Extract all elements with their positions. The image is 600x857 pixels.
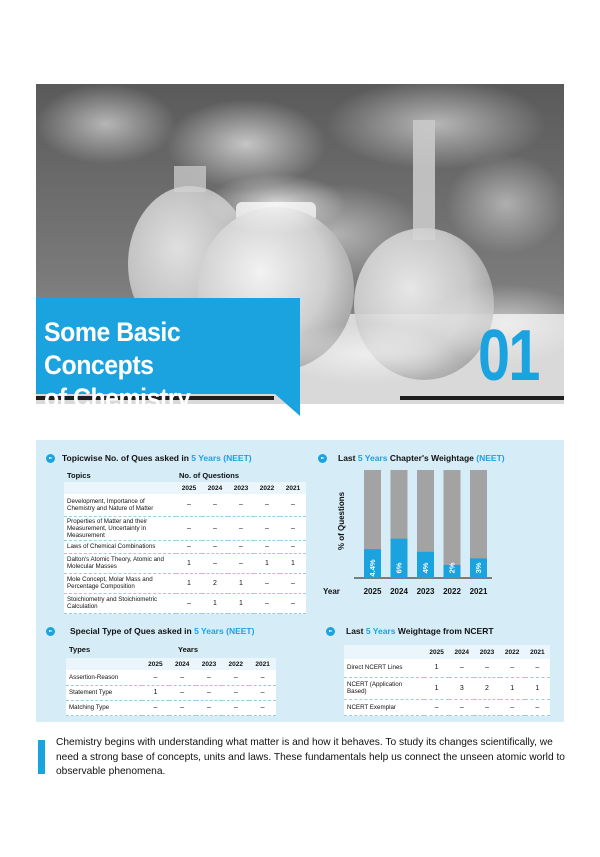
- col-types-header: Types: [66, 640, 142, 658]
- topicwise-table: [64, 468, 306, 614]
- weightage-heading: [338, 453, 505, 463]
- weightage-heading-exam: (NEET): [476, 453, 505, 463]
- ncert-type-label: Direct NCERT Lines: [344, 659, 424, 677]
- empty-cell: [64, 482, 176, 494]
- value-cell: 1: [202, 593, 228, 613]
- bar-value-label: 4.4%: [368, 559, 377, 577]
- value-cell: 1: [280, 553, 306, 573]
- special-heading-years: 5 Years: [194, 626, 224, 636]
- value-cell: –: [424, 699, 449, 715]
- topic-label: Development, Importance of Chemistry and Nature of Matter: [64, 494, 176, 516]
- empty-cell: [66, 658, 142, 670]
- table-row: [64, 516, 306, 540]
- value-cell: –: [500, 659, 525, 677]
- bar-remaining: [444, 470, 461, 578]
- table-years-row: [66, 658, 276, 670]
- type-label: Matching Type: [66, 700, 142, 715]
- ncert-heading-pre: Last: [346, 626, 366, 636]
- value-cell: –: [249, 700, 276, 715]
- value-cell: –: [500, 699, 525, 715]
- value-cell: 2: [202, 573, 228, 593]
- weightage-heading-post: Chapter's Weightage: [387, 453, 477, 463]
- topic-label: Dalton's Atomic Theory, Atomic and Molecular Masses: [64, 553, 176, 573]
- value-cell: –: [142, 700, 169, 715]
- value-cell: –: [176, 593, 202, 613]
- value-cell: 1: [176, 573, 202, 593]
- table-row: [344, 659, 550, 677]
- topic-label: Mole Concept, Molar Mass and Percentage Composition: [64, 573, 176, 593]
- arrow-bullet-icon: [318, 454, 327, 463]
- value-cell: –: [142, 670, 169, 685]
- topic-label: Laws of Chemical Combinations: [64, 540, 176, 553]
- year-header: 2023: [474, 645, 499, 659]
- empty-cell: [344, 645, 424, 659]
- topic-label: Stoichiometry and Stoichiometric Calculation: [64, 593, 176, 613]
- value-cell: –: [176, 494, 202, 516]
- value-cell: –: [525, 659, 550, 677]
- topicwise-heading-exam: (NEET): [223, 453, 252, 463]
- value-cell: –: [228, 540, 254, 553]
- value-cell: 2: [474, 677, 499, 699]
- value-cell: –: [196, 670, 223, 685]
- value-cell: –: [196, 700, 223, 715]
- value-cell: –: [474, 659, 499, 677]
- bar-value-label: 3%: [474, 562, 483, 574]
- value-cell: –: [202, 494, 228, 516]
- x-tick-label: 2023: [416, 587, 435, 596]
- value-cell: 1: [525, 677, 550, 699]
- value-cell: –: [169, 700, 196, 715]
- chapter-number-underline: [400, 396, 564, 400]
- year-header: 2024: [449, 645, 474, 659]
- value-cell: 1: [176, 553, 202, 573]
- value-cell: –: [228, 553, 254, 573]
- value-cell: –: [280, 593, 306, 613]
- title-banner-tail: [275, 394, 300, 416]
- chapter-intro-text: Chemistry begins with understanding what matter is and how it behaves. To study its changes scientifically, we need a strong base of concepts, units and laws. These fundamentals help us connect the unseen atomic world to observable phenomena.: [56, 737, 565, 777]
- table-row: [344, 699, 550, 715]
- special-type-table: [66, 640, 276, 716]
- x-tick-label: 2021: [469, 587, 488, 596]
- ncert-weightage-table: [344, 645, 550, 716]
- table-row: [66, 700, 276, 715]
- value-cell: –: [228, 494, 254, 516]
- topicwise-heading-years: 5 Years: [191, 453, 221, 463]
- weightage-heading-pre: Last: [338, 453, 358, 463]
- table-row: [64, 573, 306, 593]
- arrow-bullet-icon: [326, 627, 335, 636]
- value-cell: –: [254, 516, 280, 540]
- value-cell: –: [228, 516, 254, 540]
- intro-accent-bar: [38, 740, 45, 774]
- table-row: [64, 494, 306, 516]
- year-header: 2021: [249, 658, 276, 670]
- year-header: 2024: [169, 658, 196, 670]
- x-axis-label: Year: [323, 587, 340, 596]
- year-header: 2022: [500, 645, 525, 659]
- value-cell: 1: [500, 677, 525, 699]
- ncert-type-label: NCERT Exemplar: [344, 699, 424, 715]
- year-header: 2023: [196, 658, 223, 670]
- value-cell: –: [525, 699, 550, 715]
- value-cell: –: [249, 685, 276, 700]
- value-cell: –: [449, 659, 474, 677]
- topicwise-heading-text: Topicwise No. of Ques asked in: [62, 453, 192, 463]
- year-header: 2021: [525, 645, 550, 659]
- value-cell: 3: [449, 677, 474, 699]
- year-header: 2025: [424, 645, 449, 659]
- chapter-title: [44, 316, 274, 415]
- topic-label: Properties of Matter and their Measurement, Uncertainty in Measurement: [64, 516, 176, 540]
- bar-value-label: 4%: [421, 562, 430, 574]
- chapter-title-line-2: of Chemistry: [44, 383, 191, 413]
- x-tick-label: 2022: [443, 587, 461, 596]
- x-tick-label: 2025: [363, 587, 382, 596]
- value-cell: 1: [254, 553, 280, 573]
- value-cell: –: [169, 670, 196, 685]
- value-cell: –: [249, 670, 276, 685]
- chapter-title-line-1: Some Basic Concepts: [44, 317, 181, 380]
- arrow-bullet-icon: [46, 627, 55, 636]
- value-cell: –: [280, 516, 306, 540]
- value-cell: –: [202, 516, 228, 540]
- ncert-heading-post: Weightage from NCERT: [395, 626, 494, 636]
- value-cell: –: [254, 494, 280, 516]
- value-cell: –: [222, 685, 249, 700]
- value-cell: –: [176, 516, 202, 540]
- ncert-type-label: NCERT (Application Based): [344, 677, 424, 699]
- ncert-heading: [346, 626, 494, 636]
- value-cell: –: [169, 685, 196, 700]
- value-cell: –: [280, 573, 306, 593]
- value-cell: –: [222, 670, 249, 685]
- value-cell: –: [176, 540, 202, 553]
- weightage-heading-years: 5 Years: [357, 453, 388, 463]
- value-cell: –: [474, 699, 499, 715]
- table-header-row: [64, 468, 306, 482]
- value-cell: –: [222, 700, 249, 715]
- value-cell: –: [254, 573, 280, 593]
- type-label: Statement Type: [66, 685, 142, 700]
- value-cell: 1: [228, 573, 254, 593]
- bar-value-label: 2%: [447, 562, 457, 574]
- col-years-header: Years: [142, 640, 276, 658]
- special-type-heading: [70, 626, 254, 636]
- table-row: [66, 670, 276, 685]
- year-header: 2025: [142, 658, 169, 670]
- table-row: [64, 593, 306, 613]
- value-cell: –: [280, 494, 306, 516]
- type-label: Assertion-Reason: [66, 670, 142, 685]
- value-cell: 1: [142, 685, 169, 700]
- year-header: 2021: [280, 482, 306, 494]
- table-row: [64, 540, 306, 553]
- special-heading-text: Special Type of Ques asked in: [70, 626, 195, 636]
- value-cell: –: [202, 540, 228, 553]
- value-cell: –: [202, 553, 228, 573]
- col-questions-header: No. of Questions: [176, 468, 306, 482]
- table-row: [344, 677, 550, 699]
- weightage-bar-chart: [320, 466, 496, 606]
- bar-value-label: 6%: [394, 562, 404, 574]
- y-axis-label: % of Questions: [337, 491, 346, 551]
- table-header-row: [66, 640, 276, 658]
- value-cell: 1: [424, 677, 449, 699]
- value-cell: –: [280, 540, 306, 553]
- ncert-heading-years: 5 Years: [365, 626, 396, 636]
- table-years-row: [64, 482, 306, 494]
- arrow-bullet-icon: [46, 454, 55, 463]
- table-row: [64, 553, 306, 573]
- value-cell: –: [254, 593, 280, 613]
- year-header: 2022: [222, 658, 249, 670]
- value-cell: –: [196, 685, 223, 700]
- special-heading-exam: (NEET): [226, 626, 255, 636]
- year-header: 2022: [254, 482, 280, 494]
- topicwise-heading: [62, 453, 252, 463]
- table-years-row: [344, 645, 550, 659]
- year-header: 2025: [176, 482, 202, 494]
- value-cell: –: [449, 699, 474, 715]
- year-header: 2023: [228, 482, 254, 494]
- year-header: 2024: [202, 482, 228, 494]
- chapter-number: 01: [478, 316, 539, 396]
- value-cell: 1: [424, 659, 449, 677]
- value-cell: 1: [228, 593, 254, 613]
- x-tick-label: 2024: [390, 587, 408, 596]
- col-topics-header: Topics: [64, 468, 176, 482]
- value-cell: –: [254, 540, 280, 553]
- table-row: [66, 685, 276, 700]
